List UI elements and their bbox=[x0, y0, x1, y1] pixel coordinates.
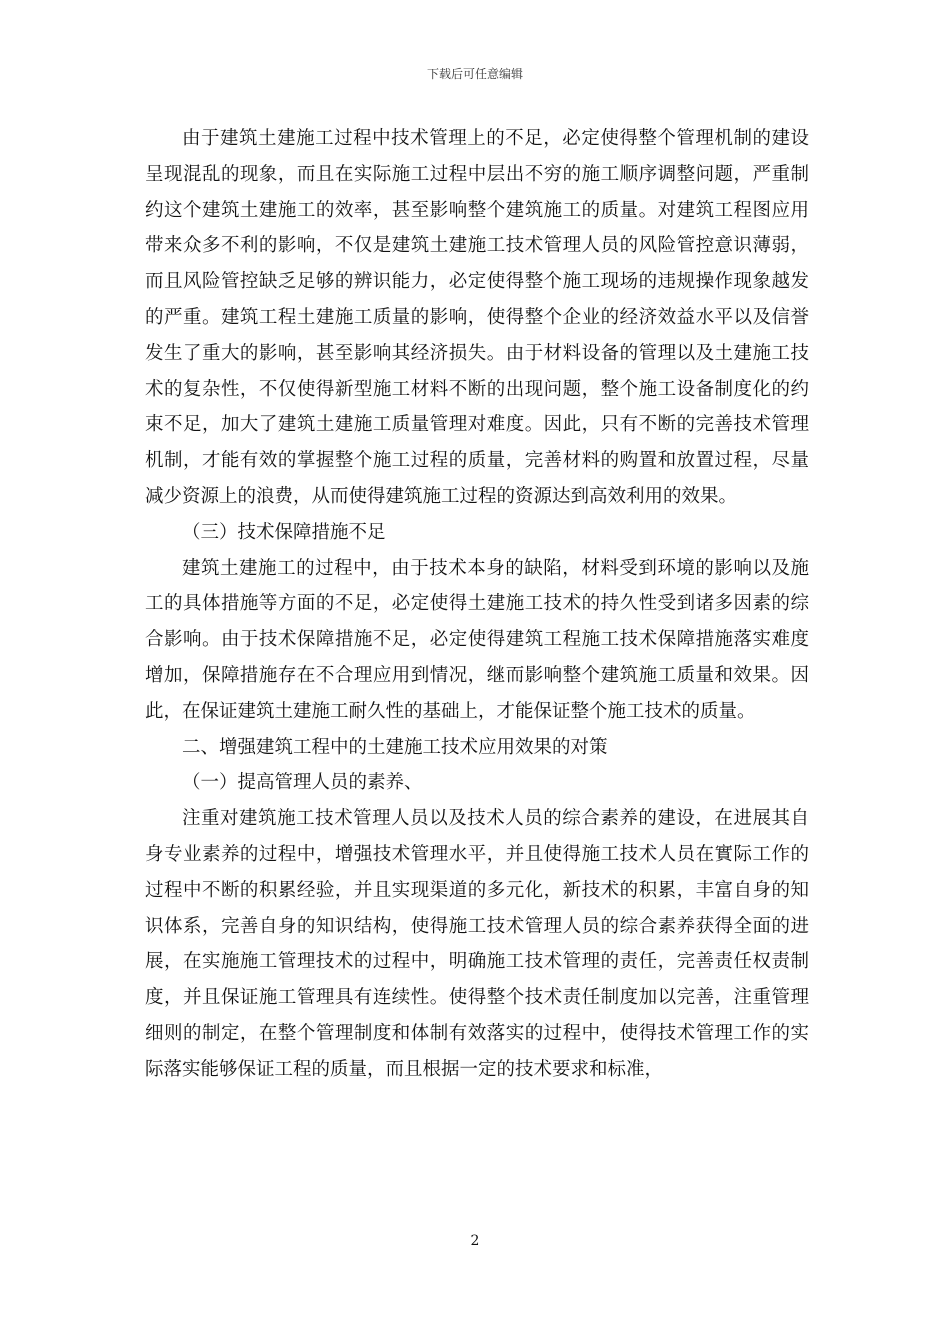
page-header: 下载后可任意编辑 bbox=[426, 67, 523, 81]
paragraph-staff-quality: 注重对建筑施工技术管理人员以及技术人员的综合素养的建设，在进展其自身专业素养的过程中，增强技术管理水平，并且使得施工技术人员在實际工作的过程中不断的积累经验，并且实现渠道的多元化，新技术的积累，丰富自身的知识体系，完善自身的知识结构，使得施工技术管理人员的综合素养获得全面的进展，在实施施工管理技术的过程中，明确施工技术管理的责任，完善责任权责制度，并且保证施工管理具有连续性。使得整个技术责任制度加以完善，注重管理细则的制定，在整个管理制度和体制有效落实的过程中，使得技术管理工作的实际落实能够保证工程的质量，而且根据一定的技术要求和标准， bbox=[145, 808, 809, 1080]
document-body bbox=[145, 121, 809, 1088]
page-number: 2 bbox=[470, 1233, 480, 1249]
chapter-heading-countermeasures: 二、增强建筑工程中的土建施工技术应用效果的对策 bbox=[182, 736, 608, 758]
paragraph-tech-guarantee: 建筑土建施工的过程中，由于技术本身的缺陷，材料受到环境的影响以及施工的具体措施等方面的不足，必定使得土建施工技术的持久性受到诸多因素的综合影响。由于技术保障措施不足，必定使得建筑工程施工技术保障措施落实难度增加，保障措施存在不合理应用到情况，继而影响整个建筑施工质量和效果。因此，在保证建筑土建施工耐久性的基础上，才能保证整个施工技术的质量。 bbox=[145, 557, 809, 722]
section-heading-tech-guarantee: （三）技术保障措施不足 bbox=[182, 521, 386, 543]
paragraph-management-shortfall: 由于建筑土建施工过程中技术管理上的不足，必定使得整个管理机制的建设呈现混乱的现象，而且在实际施工过程中层出不穷的施工顺序调整问题，严重制约这个建筑土建施工的效率，甚至影响整个建筑施工的质量。对建筑工程图应用带来众多不利的影响，不仅是建筑土建施工技术管理人员的风险管控意识薄弱，而且风险管控缺乏足够的辨识能力，必定使得整个施工现场的违规操作现象越发的严重。建筑工程土建施工质量的影响，使得整个企业的经济效益水平以及信誉发生了重大的影响，甚至影响其经济损失。由于材料设备的管理以及土建施工技术的复杂性，不仅使得新型施工材料不断的出现问题，整个施工设备制度化的约束不足，加大了建筑土建施工质量管理对难度。因此，只有不断的完善技术管理机制，才能有效的掌握整个施工过程的质量，完善材料的购置和放置过程，尽量减少资源上的浪费，从而使得建筑施工过程的资源达到高效利用的效果。 bbox=[145, 128, 809, 507]
section-heading-staff-quality: （一）提高管理人员的素养、 bbox=[182, 772, 423, 794]
